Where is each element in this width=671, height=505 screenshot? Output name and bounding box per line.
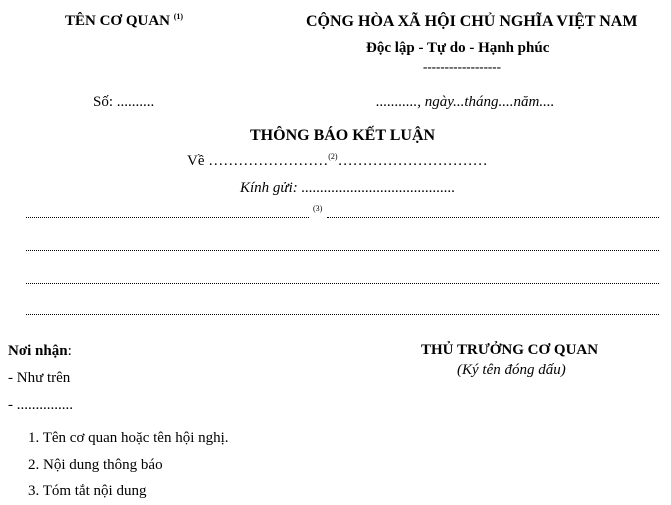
footnote-ref-3: (3)	[313, 204, 323, 213]
footnote-ref-1: (1)	[173, 12, 184, 21]
footnote-2: 2. Nội dung thông báo	[28, 457, 163, 473]
document-title: THÔNG BÁO KẾT LUẬN	[250, 127, 436, 144]
content-line-2	[26, 250, 659, 251]
content-line-3	[26, 283, 659, 284]
content-line-4	[26, 314, 659, 315]
document-number: Số: ..........	[93, 94, 155, 110]
content-line-1b	[327, 217, 659, 218]
motto: Độc lập - Tự do - Hạnh phúc	[366, 40, 550, 56]
document-date: ..........., ngày...tháng....năm....	[376, 94, 555, 110]
recipient-line: Kính gửi: .........................................	[240, 180, 456, 196]
footnote-1: 1. Tên cơ quan hoặc tên hội nghị.	[28, 430, 229, 446]
content-line-1a	[26, 217, 309, 218]
footnote-ref-2: (2)	[328, 152, 338, 161]
signature-title: THỦ TRƯỞNG CƠ QUAN	[421, 342, 599, 358]
about-line: Về ……………………$^{(2)}$…………………………	[187, 152, 488, 169]
recipients-label: Nơi nhận:	[8, 343, 72, 359]
agency-name: TÊN CƠ QUAN $^{(1)}$	[65, 12, 184, 29]
nation-title: CỘNG HÒA XÃ HỘI CHỦ NGHĨA VIỆT NAM	[306, 13, 638, 30]
footnote-3: 3. Tóm tắt nội dung	[28, 483, 147, 499]
motto-separator: ------------------	[423, 59, 501, 74]
signature-note: (Ký tên đóng dấu)	[457, 362, 566, 378]
recipient-item: - ...............	[8, 397, 73, 413]
recipient-item: - Như trên	[8, 370, 71, 386]
